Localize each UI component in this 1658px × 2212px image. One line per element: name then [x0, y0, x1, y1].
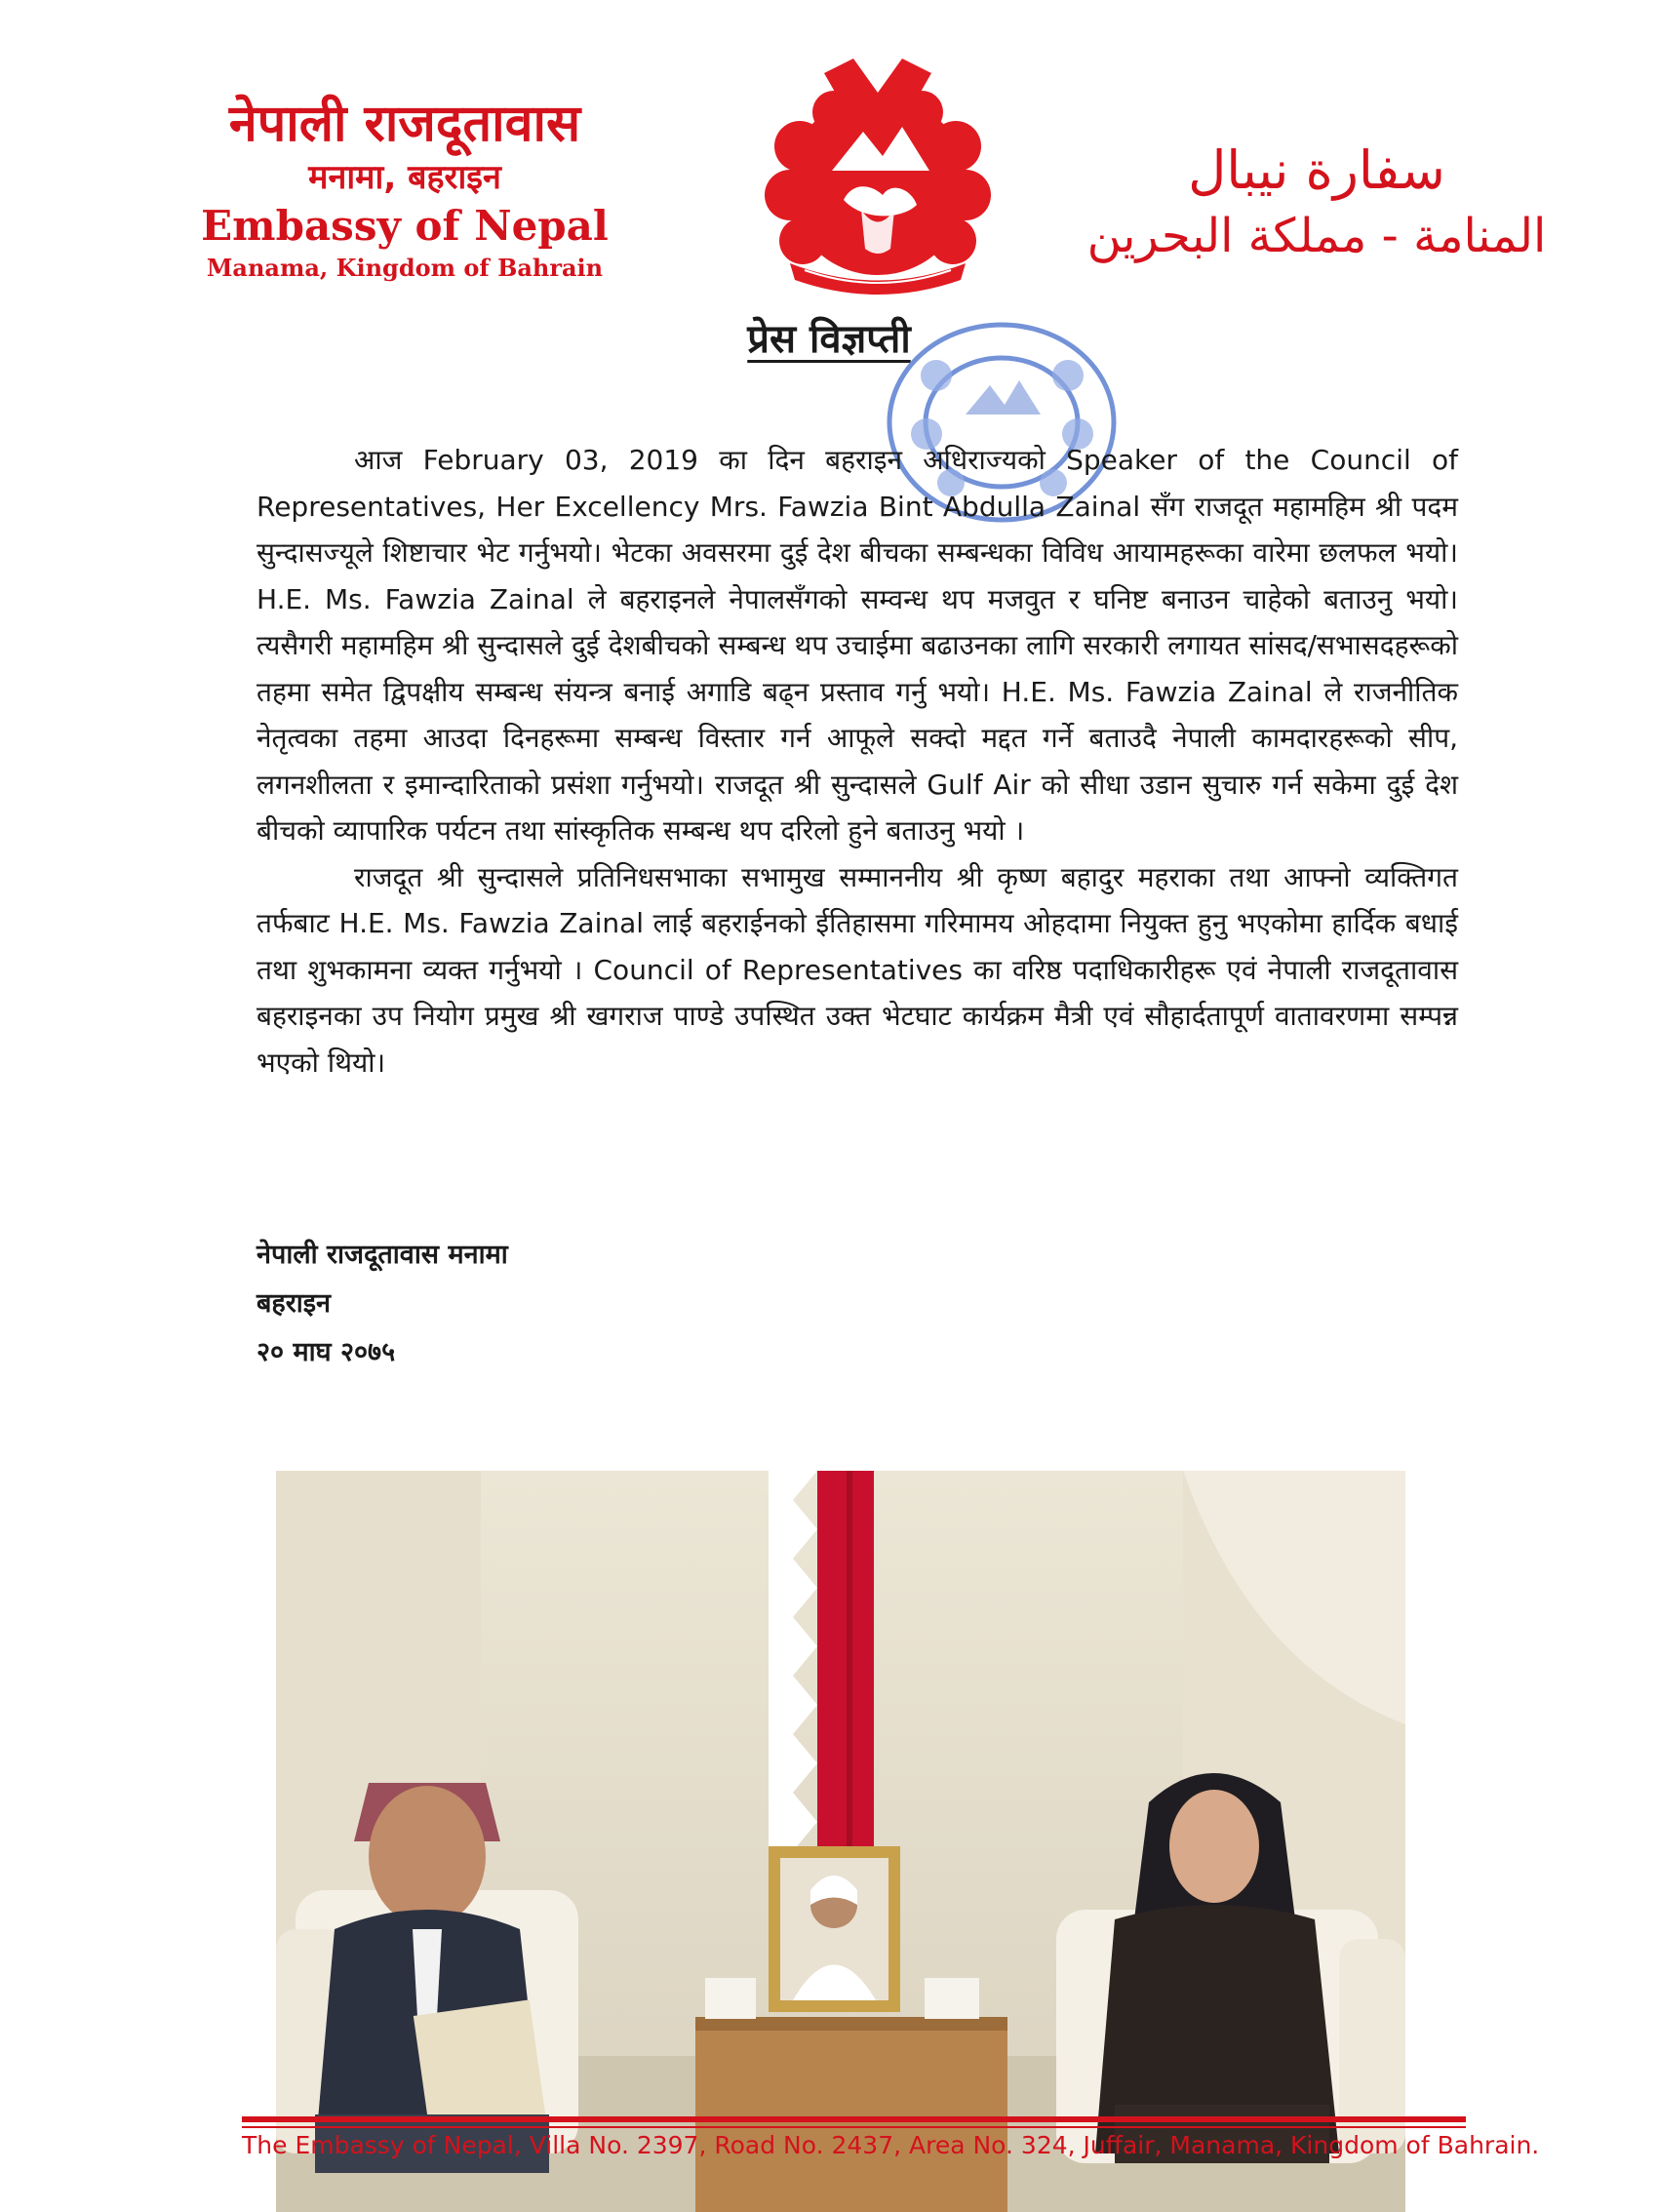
letterhead-arabic-city: المنامة - مملكة البحرين [1086, 209, 1547, 263]
letterhead-left [166, 93, 644, 284]
body-paragraph-2: राजदूत श्री सुन्दासले प्रतिनिधसभाका सभामुख सम्माननीय श्री कृष्ण बहादुर महराका तथा आफ्नो व्यक्तिगत तर्फबाट H.E. Ms. Fawzia Zainal लाई बहराईनको ईतिहासमा गरिमामय ओहदामा नियुक्त हुनु भएकोमा हार्दिक बधाई तथा शुभकामना व्यक्त गर्नुभयो । Council of Representatives का वरिष्ठ पदाधिकारीहरू एवं नेपाली राजदूतावास बहराइनका उप नियोग प्रमुख श्री खगराज पाण्डे उपस्थित उक्त भेटघाट कार्यक्रम मैत्री एवं सौहार्दतापूर्ण वातावरणमा सम्पन्न भएको थियो। [257, 860, 1458, 1079]
footer-divider [242, 2116, 1466, 2122]
footer-address: The Embassy of Nepal, Villa No. 2397, Road No. 2437, Area No. 324, Juffair, Manama, Kingdom of Bahrain. [242, 2131, 1540, 2159]
meeting-photo [276, 1471, 1405, 2212]
footer-divider-thin [242, 2126, 1466, 2128]
signature-date: २० माघ २०७५ [257, 1337, 396, 1367]
signature-embassy: नेपाली राजदूतावास मनामा [257, 1240, 508, 1270]
letterhead-arabic-name: سفارة نيبال [1188, 139, 1445, 201]
letterhead-nepali-name: नेपाली राजदूतावास [228, 95, 581, 153]
letterhead-nepali-city: मनामा, बहराइन [308, 158, 501, 197]
signature-country: बहराइन [257, 1288, 332, 1319]
signature-block [257, 1231, 508, 1377]
letterhead-english-name: Embassy of Nepal [201, 202, 609, 250]
press-release-title-text: प्रेस विज्ञप्ती [747, 317, 911, 362]
nepal-emblem-icon [756, 54, 1000, 302]
press-release-body [257, 437, 1458, 1086]
body-paragraph-1: आज February 03, 2019 का दिन बहराइन अधिराज्यको Speaker of the Council of Representatives, Her Excellency Mrs. Fawzia Bint Abdulla Zainal सँग राजदूत महामहिम श्री पदम सुन्दासज्यूले शिष्टाचार भेट गर्नुभयो। भेटका अवसरमा दुई देश बीचका सम्बन्धका विविध आयामहरूका वारेमा छलफल भयो। H.E. Ms. Fawzia Zainal ले बहराइनले नेपालसँगको सम्वन्ध थप मजवुत र घनिष्ट बनाउन चाहेको बताउनु भयो। त्यसैगरी महामहिम श्री सुन्दासले दुई देशबीचको सम्बन्ध थप उचाईमा बढाउनका लागि सरकारी लगायत सांसद/सभासदहरूको तहमा समेत द्विपक्षीय सम्बन्ध संयन्त्र बनाई अगाडि बढ्न प्रस्ताव गर्नु भयो। H.E. Ms. Fawzia Zainal ले राजनीतिक नेतृत्वका तहमा आउदा दिनहरूमा सम्बन्ध विस्तार गर्न आफूले सक्दो मद्दत गर्ने बताउदै नेपाली कामदारहरूको सीप, लगनशीलता र इमान्दारिताको प्रसंशा गर्नुभयो। राजदूत श्री सुन्दासले Gulf Air को सीधा उडान सुचारु गर्न सकेमा दुई देश बीचको व्यापारिक पर्यटन तथा सांस्कृतिक सम्बन्ध थप दरिलो हुने बताउनु भयो । [257, 444, 1458, 847]
press-release-title [0, 310, 1658, 364]
letterhead-right [1073, 137, 1560, 267]
letterhead-english-city: Manama, Kingdom of Bahrain [206, 254, 604, 282]
